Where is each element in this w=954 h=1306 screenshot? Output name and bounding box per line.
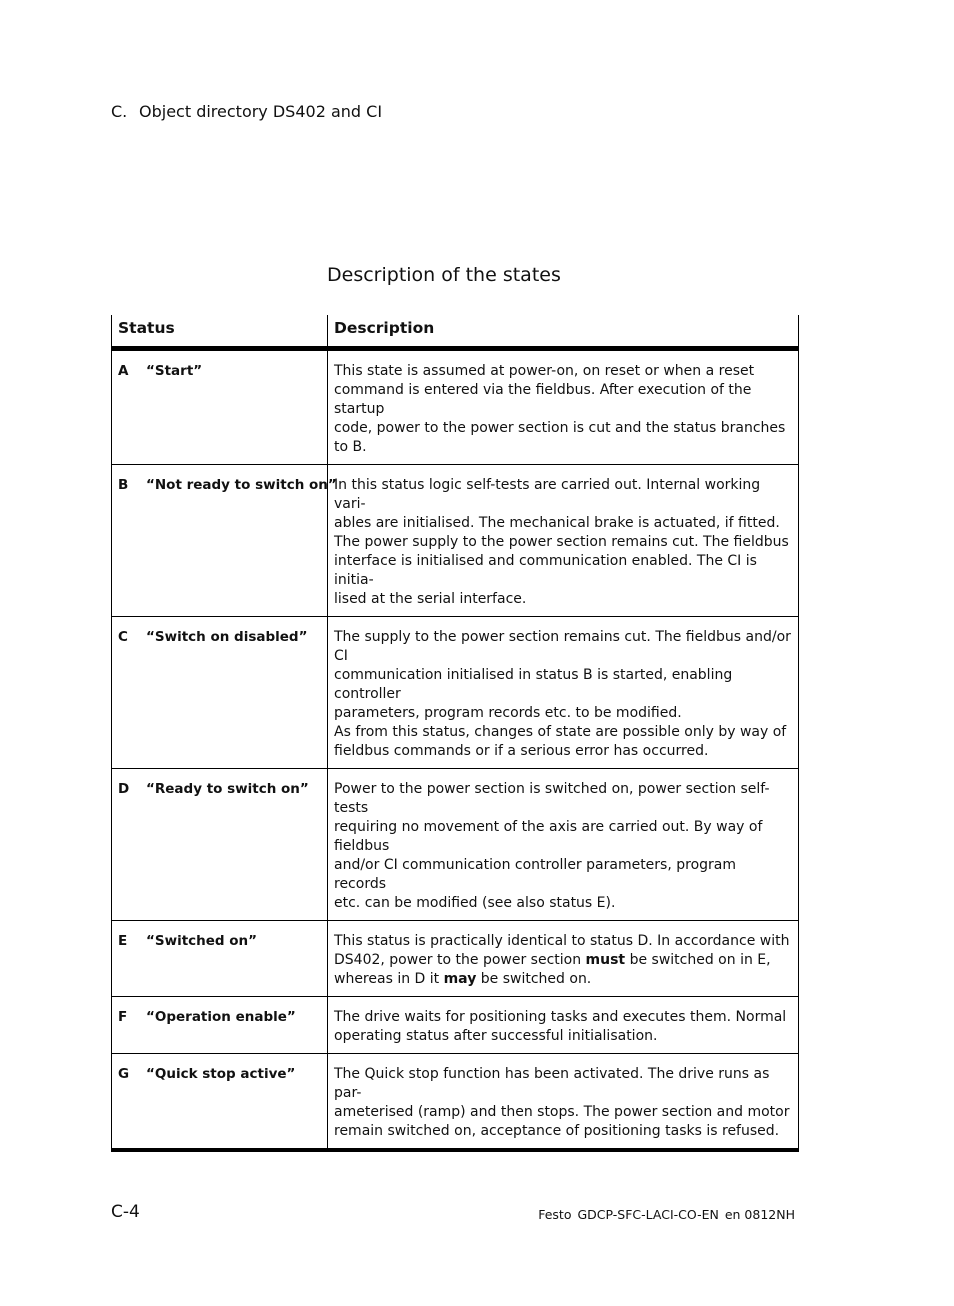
- description-line: In this status logic self-tests are carried out. Internal working vari-: [334, 477, 761, 512]
- status-cell: [112, 997, 328, 1054]
- table-row: [112, 617, 799, 769]
- footer-company: Festo: [538, 1207, 572, 1222]
- states-table: [111, 315, 799, 1152]
- emphasis-may: may: [443, 971, 477, 987]
- status-code: C: [118, 629, 128, 645]
- description-text: be switched on.: [476, 971, 592, 987]
- status-cell: [112, 465, 337, 617]
- section-title: Description of the states: [327, 264, 561, 286]
- page-number: C-4: [111, 1202, 140, 1222]
- status-name: “Switch on disabled”: [146, 629, 308, 645]
- table-header-row: [112, 315, 799, 349]
- description-line: As from this status, changes of state are possible only by way of: [334, 724, 787, 740]
- status-name: “Ready to switch on”: [146, 781, 309, 797]
- description-line: fieldbus commands or if a serious error has occurred.: [334, 743, 709, 759]
- status-name: “Switched on”: [146, 933, 258, 949]
- description-cell: [328, 1054, 799, 1151]
- status-code: E: [118, 933, 128, 949]
- status-code: F: [118, 1009, 128, 1025]
- table-row: [112, 997, 799, 1054]
- status-cell: [112, 349, 328, 465]
- description-line: The Quick stop function has been activated. The drive runs as par-: [334, 1066, 770, 1101]
- description-line: and/or CI communication controller parameters, program records: [334, 857, 737, 892]
- description-line: code, power to the power section is cut and the status branches: [334, 420, 786, 436]
- description-line: to B.: [334, 439, 367, 455]
- status-code: B: [118, 477, 129, 493]
- table-row: [112, 1054, 799, 1151]
- status-name: “Quick stop active”: [146, 1066, 296, 1082]
- description-line: interface is initialised and communication enabled. The CI is initia-: [334, 553, 757, 588]
- table-row: [112, 921, 799, 997]
- description-line: ameterised (ramp) and then stops. The power section and motor: [334, 1104, 790, 1120]
- status-code: G: [118, 1066, 130, 1082]
- description-line: The drive waits for positioning tasks and executes them. Normal: [334, 1009, 787, 1025]
- status-name: “Start”: [146, 363, 203, 379]
- table-row: [112, 465, 799, 617]
- description-line: This state is assumed at power-on, on reset or when a reset: [334, 363, 755, 379]
- status-cell: [112, 769, 328, 921]
- table-row: [112, 349, 799, 465]
- description-text: whereas in D it: [334, 971, 444, 987]
- description-line: [334, 951, 792, 970]
- appendix-letter: C.: [111, 102, 128, 121]
- description-line: ables are initialised. The mechanical brake is actuated, if fitted.: [334, 515, 780, 531]
- description-line: requiring no movement of the axis are carried out. By way of fieldbus: [334, 819, 763, 854]
- running-header: [111, 102, 382, 121]
- column-header-status: Status: [112, 315, 328, 349]
- footer-doc-id: GDCP-SFC-LACI-CO-EN: [577, 1207, 719, 1222]
- description-cell: [328, 465, 799, 617]
- description-line: parameters, program records etc. to be modified.: [334, 705, 682, 721]
- description-line: lised at the serial interface.: [334, 591, 527, 607]
- status-code: A: [118, 363, 129, 379]
- description-cell: [328, 349, 799, 465]
- description-line: remain switched on, acceptance of positioning tasks is refused.: [334, 1123, 780, 1139]
- footer-doc-info: [532, 1207, 795, 1222]
- status-name: “Not ready to switch on”: [146, 477, 337, 493]
- description-line: The supply to the power section remains cut. The fieldbus and/or CI: [334, 629, 791, 664]
- description-cell: [328, 769, 799, 921]
- description-line: This status is practically identical to status D. In accordance with: [334, 933, 790, 949]
- description-line: [334, 970, 792, 989]
- description-cell: [328, 997, 799, 1054]
- description-line: Power to the power section is switched on, power section self-tests: [334, 781, 770, 816]
- header-title: Object directory DS402 and CI: [139, 102, 383, 121]
- description-line: command is entered via the fieldbus. After execution of the startup: [334, 382, 752, 417]
- status-code: D: [118, 781, 130, 797]
- description-line: communication initialised in status B is started, enabling controller: [334, 667, 733, 702]
- description-cell: [328, 617, 799, 769]
- column-header-description: Description: [328, 315, 799, 349]
- footer-lang-version: en 0812NH: [724, 1207, 795, 1222]
- status-cell: [112, 1054, 328, 1151]
- status-name: “Operation enable”: [146, 1009, 296, 1025]
- description-line: The power supply to the power section remains cut. The fieldbus: [334, 534, 789, 550]
- table-row: [112, 769, 799, 921]
- description-cell: [328, 921, 799, 997]
- status-cell: [112, 617, 328, 769]
- emphasis-must: must: [585, 952, 626, 968]
- description-text: DS402, power to the power section: [334, 952, 586, 968]
- description-line: etc. can be modified (see also status E).: [334, 895, 616, 911]
- description-text: be switched on in E,: [625, 952, 771, 968]
- description-line: operating status after successful initialisation.: [334, 1028, 658, 1044]
- status-cell: [112, 921, 328, 997]
